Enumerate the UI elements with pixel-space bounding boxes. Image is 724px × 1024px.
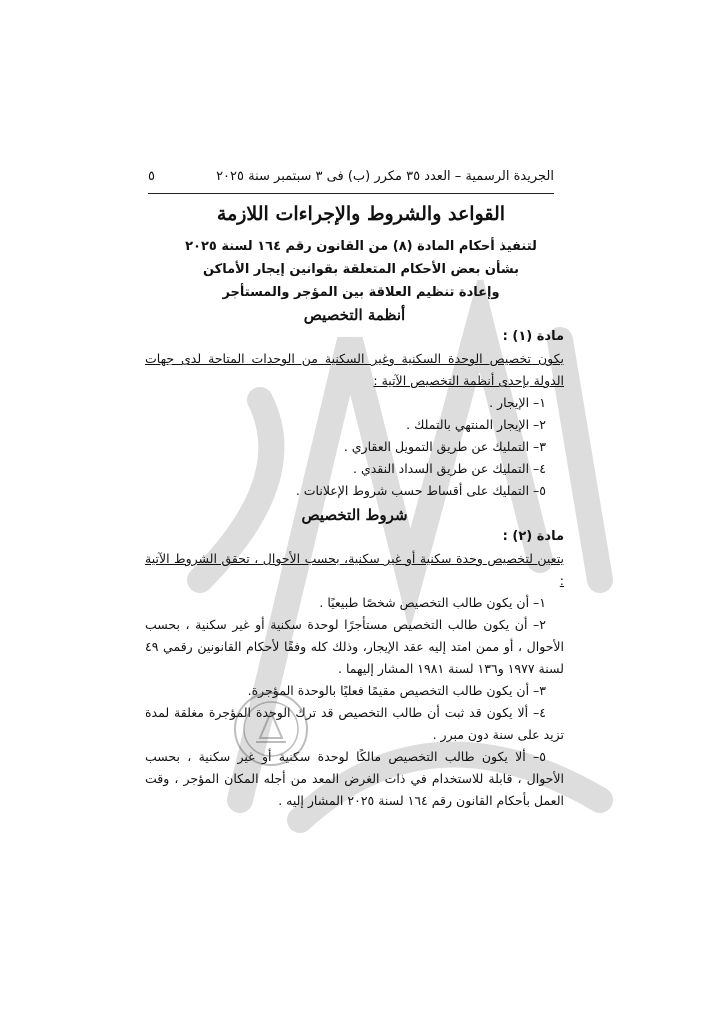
subtitle-line: بشأن بعض الأحكام المتعلقة بقوانين إيجار الأماكن <box>202 262 520 277</box>
subtitle-line: وإعادة تنظيم العلاقة بين المؤجر والمستأجر <box>222 285 500 300</box>
list-item: ٥– التمليك على أقساط حسب شروط الإعلانات . <box>295 483 546 498</box>
official-seal <box>232 690 310 768</box>
section-allocation-systems <box>145 304 564 812</box>
list-item: ١– أن يكون طالب التخصيص شخصًا طبيعيًا . <box>319 595 546 610</box>
document-title: القواعد والشروط والإجراءات اللازمة <box>216 203 506 225</box>
list-item: ٣– أن يكون طالب التخصيص مقيمًا فعليًا بالوحدة المؤجرة. <box>247 683 546 698</box>
section-title: أنظمة التخصيص <box>303 306 406 324</box>
page-number: ٥ <box>148 168 155 184</box>
article-intro: يكون تخصيص الوحدة السكنية وغير السكنية من الوحدات المتاحة لدى جهات الدولة بإحدى أنظمة التخصيص الآتية : <box>145 351 564 388</box>
article-heading: مادة (١) : <box>502 329 564 344</box>
article-heading: مادة (٢) : <box>502 529 564 544</box>
list-item: ٥– ألا يكون طالب التخصيص مالكًا لوحدة سكنية أو غير سكنية ، بحسب الأحوال ، قابلة للاستخدام في ذات الغرض المعد من أجله المكان المؤجر ، وقت العمل بأحكام القانون رقم ١٦٤ لسنة ٢٠٢٥ المشار إليه . <box>145 749 564 808</box>
section-title: شروط التخصيص <box>301 506 408 524</box>
page-header <box>148 166 554 186</box>
journal-header: الجريدة الرسمية – العدد ٣٥ مكرر (ب) فى ٣ سبتمبر سنة ٢٠٢٥ <box>216 168 554 184</box>
list-item: ٤– ألا يكون قد ثبت أن طالب التخصيص قد ترك الوحدة المؤجرة مغلقة لمدة تزيد على سنة دون مبرر . <box>145 705 564 742</box>
list-item: ٤– التمليك عن طريق السداد النقدي . <box>353 461 546 476</box>
article-intro: يتعين لتخصيص وحدة سكنية أو غير سكنية، بحسب الأحوال ، تحقق الشروط الآتية : <box>145 551 564 588</box>
title-block <box>148 203 574 304</box>
list-item: ٣– التمليك عن طريق التمويل العقاري . <box>343 439 546 454</box>
list-item: ٢– الإيجار المنتهي بالتملك . <box>406 417 546 432</box>
header-divider <box>148 193 554 194</box>
list-item: ٢– أن يكون طالب التخصيص مستأجرًا لوحدة سكنية أو غير سكنية ، بحسب الأحوال ، أو ممن امتد إليه عقد الإيجار، وذلك كله وفقًا لأحكام القانونين رقمي ٤٩ لسنة ١٩٧٧ و١٣٦ لسنة ١٩٨١ المشار إليهما . <box>145 617 564 676</box>
subtitle-line: لتنفيذ أحكام المادة (٨) من القانون رقم ١٦٤ لسنة ٢٠٢٥ <box>185 239 537 254</box>
list-item: ١– الإيجار . <box>489 395 546 410</box>
